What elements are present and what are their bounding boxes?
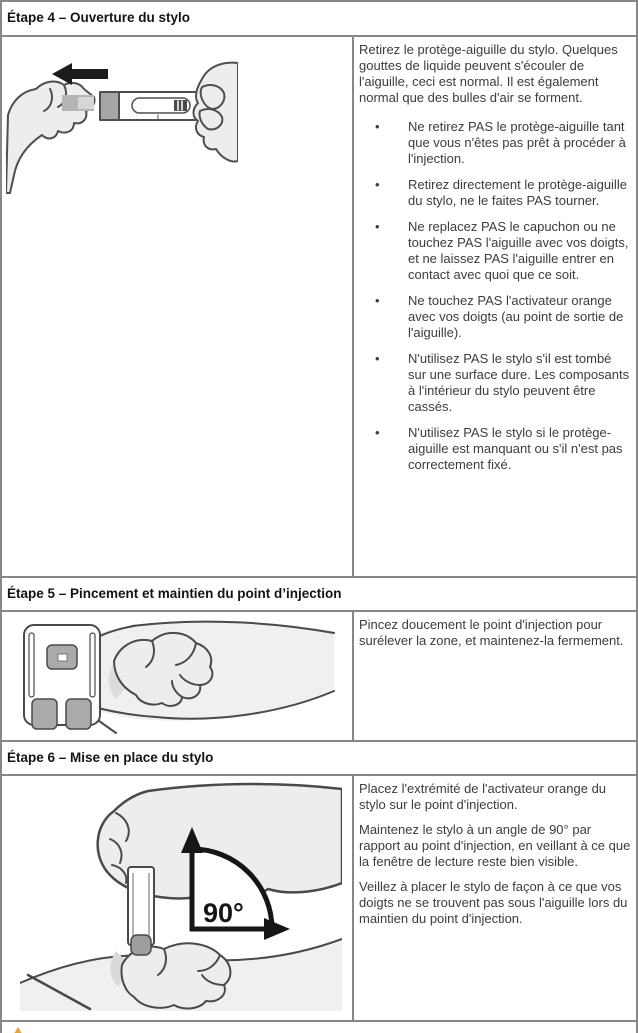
step4-content-row bbox=[2, 37, 636, 578]
bullet-marker: • bbox=[375, 351, 380, 366]
pen-gray-end-shape bbox=[100, 92, 119, 120]
left-arrow-icon bbox=[52, 63, 108, 85]
step6-paragraph-2: Maintenez le stylo à un angle de 90° par rapport au point d'injection, en veillant à ce que la fenêtre de lecture reste bien visible. bbox=[359, 822, 631, 869]
bullet-text: Ne touchez PAS l'activateur orange avec vos doigts (au point de sortie de l'aiguille). bbox=[408, 293, 624, 340]
bullet-item bbox=[359, 351, 631, 415]
bullet-item bbox=[359, 119, 631, 167]
step4-intro: Retirez le protège-aiguille du stylo. Quelques gouttes de liquide peuvent s'écouler de l'aiguille, ceci est normal. Il est également normal que des bulles d'air se forment. bbox=[359, 42, 618, 105]
bullet-text: Ne replacez PAS le capuchon ou ne touchez PAS l'aiguille avec vos doigts, et ne laissez PAS l'aiguille entrer en contact avec quoi que ce soit. bbox=[408, 219, 629, 282]
step4-text-cell bbox=[354, 37, 636, 576]
step6-header-row bbox=[2, 742, 636, 776]
step4-header-label: Étape 4 – Ouverture du stylo bbox=[7, 10, 191, 25]
bullet-marker: • bbox=[375, 425, 380, 440]
step6-text-cell bbox=[354, 776, 636, 1020]
pen-vertical-shape bbox=[128, 867, 154, 955]
step6-paragraph-1: Placez l'extrémité de l'activateur orange du stylo sur le point d'injection. bbox=[359, 781, 607, 812]
bullet-marker: • bbox=[375, 119, 380, 134]
step4-bullet-list bbox=[359, 119, 631, 473]
bullet-text: N'utilisez PAS le stylo s'il est tombé sur une surface dure. Les composants à l'intérieur du stylo peuvent être cassés. bbox=[408, 351, 630, 414]
step4-illustration-cell bbox=[2, 37, 354, 576]
pen-90-degree-illustration bbox=[20, 779, 342, 1011]
bullet-item bbox=[359, 293, 631, 341]
step4-header-row bbox=[2, 2, 636, 37]
step6-illustration-cell bbox=[2, 776, 354, 1020]
step5-paragraph: Pincez doucement le point d'injection pour surélever la zone, et maintenez-la fermement. bbox=[359, 617, 624, 648]
angle-90-label: 90° bbox=[203, 898, 244, 928]
step5-header-row bbox=[2, 578, 636, 612]
bullet-text: Retirez directement le protège-aiguille du stylo, ne le faites PAS tourner. bbox=[408, 177, 627, 208]
bullet-marker: • bbox=[375, 293, 380, 308]
pinch-skin-illustration bbox=[16, 615, 338, 737]
next-row-partial bbox=[2, 1022, 636, 1033]
step5-text-cell bbox=[354, 612, 636, 740]
step6-header-label: Étape 6 – Mise en place du stylo bbox=[7, 750, 214, 765]
bullet-item bbox=[359, 425, 631, 473]
pen-top-view-shape bbox=[24, 625, 100, 729]
pen-cap-removal-illustration bbox=[6, 59, 238, 195]
bullet-item bbox=[359, 219, 631, 283]
bullet-item bbox=[359, 177, 631, 209]
step6-content-row bbox=[2, 776, 636, 1022]
step6-paragraph-3: Veillez à placer le stylo de façon à ce que vos doigts ne se trouvent pas sous l'aiguille lors du maintien du point d'injection. bbox=[359, 879, 628, 926]
bullet-text: N'utilisez PAS le stylo si le protège-aiguille est manquant ou s'il n'est pas correctement fixé. bbox=[408, 425, 623, 472]
orange-activator-tip-shape bbox=[131, 935, 151, 955]
bullet-text: Ne retirez PAS le protège-aiguille tant que vous n'êtes pas prêt à procéder à l'injection. bbox=[408, 119, 626, 166]
bullet-marker: • bbox=[375, 177, 380, 192]
warning-triangle-icon bbox=[12, 1027, 24, 1033]
step5-header-label: Étape 5 – Pincement et maintien du point d’injection bbox=[7, 586, 342, 601]
step5-illustration-cell bbox=[2, 612, 354, 740]
bullet-marker: • bbox=[375, 219, 380, 234]
step5-content-row bbox=[2, 612, 636, 742]
